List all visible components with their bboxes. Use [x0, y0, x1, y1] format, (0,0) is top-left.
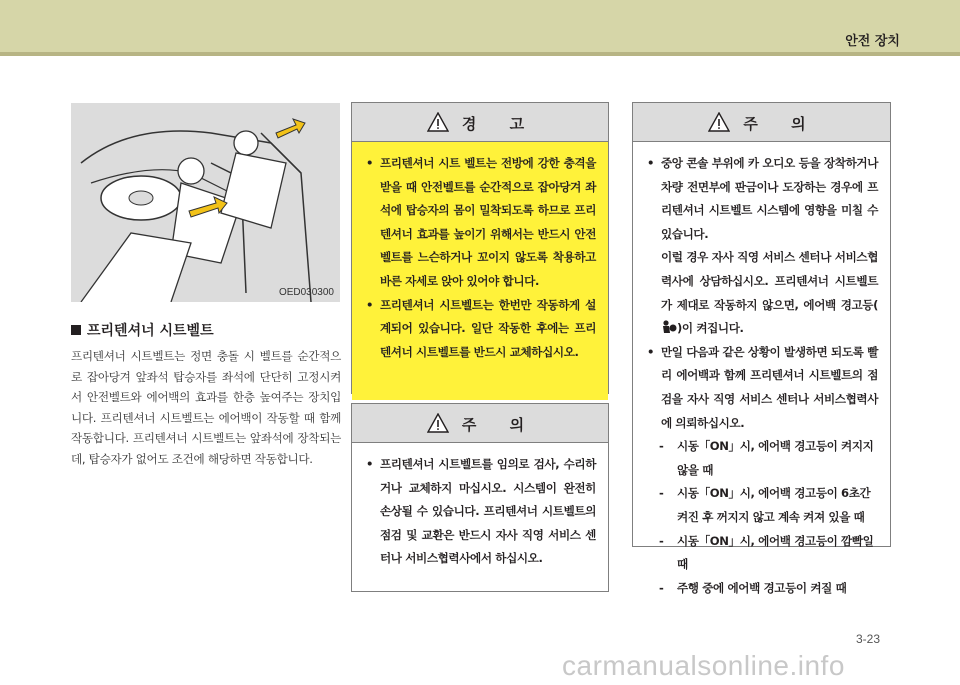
caution-item: • 중앙 콘솔 부위에 카 오디오 등을 장착하거나 차량 전면부에 판금이나 도장하는 경우에 프리텐셔너 시트벨트 시스템에 영향을 미칠 수 있습니다. 이럴 경우 자사 직영 서비스 센터나 서비스협력사에 상담하십시오. 프리텐셔너 시트벨트가 제대로 작동하지 않으면, 에어백 경고등()이 켜집니다.: [647, 156, 878, 336]
figure-code: OED030300: [278, 287, 334, 298]
pretensioner-illustration: [71, 103, 340, 302]
warning-body: [352, 142, 608, 400]
caution-subitem: - 시동「ON」시, 에어백 경고등이 6초간 켜진 후 꺼지지 않고 계속 켜져 있을 때: [659, 486, 871, 524]
header-rule: [0, 52, 960, 56]
caution-header: [633, 103, 890, 142]
section-heading: [71, 320, 341, 340]
caution-subitem: - 주행 중에 에어백 경고등이 켜질 때: [659, 580, 847, 595]
warning-header: [352, 103, 608, 142]
watermark: carmanualsonline.info: [562, 650, 845, 681]
warning-box: [351, 102, 609, 394]
section-body: 프리텐셔너 시트벨트는 정면 충돌 시 벨트를 순간적으로 잡아당겨 앞좌석 탑승자를 좌석에 단단히 고정시켜서 안전벨트와 에어백의 효과를 한층 높여주는 장치입니다. 프리텐셔너 시트벨트는 에어백이 작동할 때 함께 작동합니다. 프리텐셔너 시트벨트는 앞좌석에 장착되는데, 탑승자가 없어도 조건에 해당하면 작동합니다.: [71, 349, 341, 466]
page-number: 3-23: [856, 632, 881, 646]
section-title-text: 프리텐셔너 시트벨트: [87, 323, 214, 339]
caution-label: 주 의: [743, 115, 820, 133]
caution-subitem: - 시동「ON」시, 에어백 경고등이 깜빡일 때: [659, 533, 874, 572]
caution-item: • 만일 다음과 같은 상황이 발생하면 되도록 빨리 에어백과 함께 프리텐셔너 시트벨트의 점검을 자사 직영 서비스 센터나 서비스협력사에 의뢰하십시오.: [647, 344, 878, 430]
caution-box-2: [632, 102, 891, 595]
caution-body: [352, 443, 608, 577]
car-interior-drawing: [71, 103, 340, 302]
chapter-title: 안전 장치: [845, 34, 900, 49]
airbag-warning-icon: [661, 320, 677, 334]
caution-header: [352, 404, 608, 443]
caution-subitem: - 시동「ON」시, 에어백 경고등이 켜지지 않을 때: [659, 439, 874, 477]
warning-item: • 프리텐셔너 시트 벨트는 전방에 강한 충격을 받을 때 안전벨트를 순간적으로 잡아당겨 좌석에 탑승자의 몸이 밀착되도록 하므로 프리텐셔너 효과를 높이기 위해서는 반드시 안전벨트를 느슨하거나 꼬이지 않도록 착용하고 바른 자세로 앉아 있어야 합니다.: [366, 156, 596, 288]
caution-label: 주 의: [461, 416, 539, 434]
warning-label: 경 고: [461, 115, 539, 133]
caution-body: [633, 142, 890, 606]
caution-item: • 프리텐셔너 시트벨트를 임의로 검사, 수리하거나 교체하지 마십시오. 시스템이 완전히 손상될 수 있습니다. 프리텐셔너 시트벨트의 점검 및 교환은 반드시 자사 직영 서비스 센터나 서비스협력사에서 하십시오.: [366, 457, 596, 566]
page-header: [0, 0, 960, 52]
square-bullet-icon: [71, 325, 81, 335]
caution-box-1: [351, 403, 609, 592]
warning-item: • 프리텐셔너 시트벨트는 한번만 작동하게 설계되어 있습니다. 일단 작동한 후에는 프리텐셔너 시트벨트를 반드시 교체하십시오.: [366, 297, 596, 359]
